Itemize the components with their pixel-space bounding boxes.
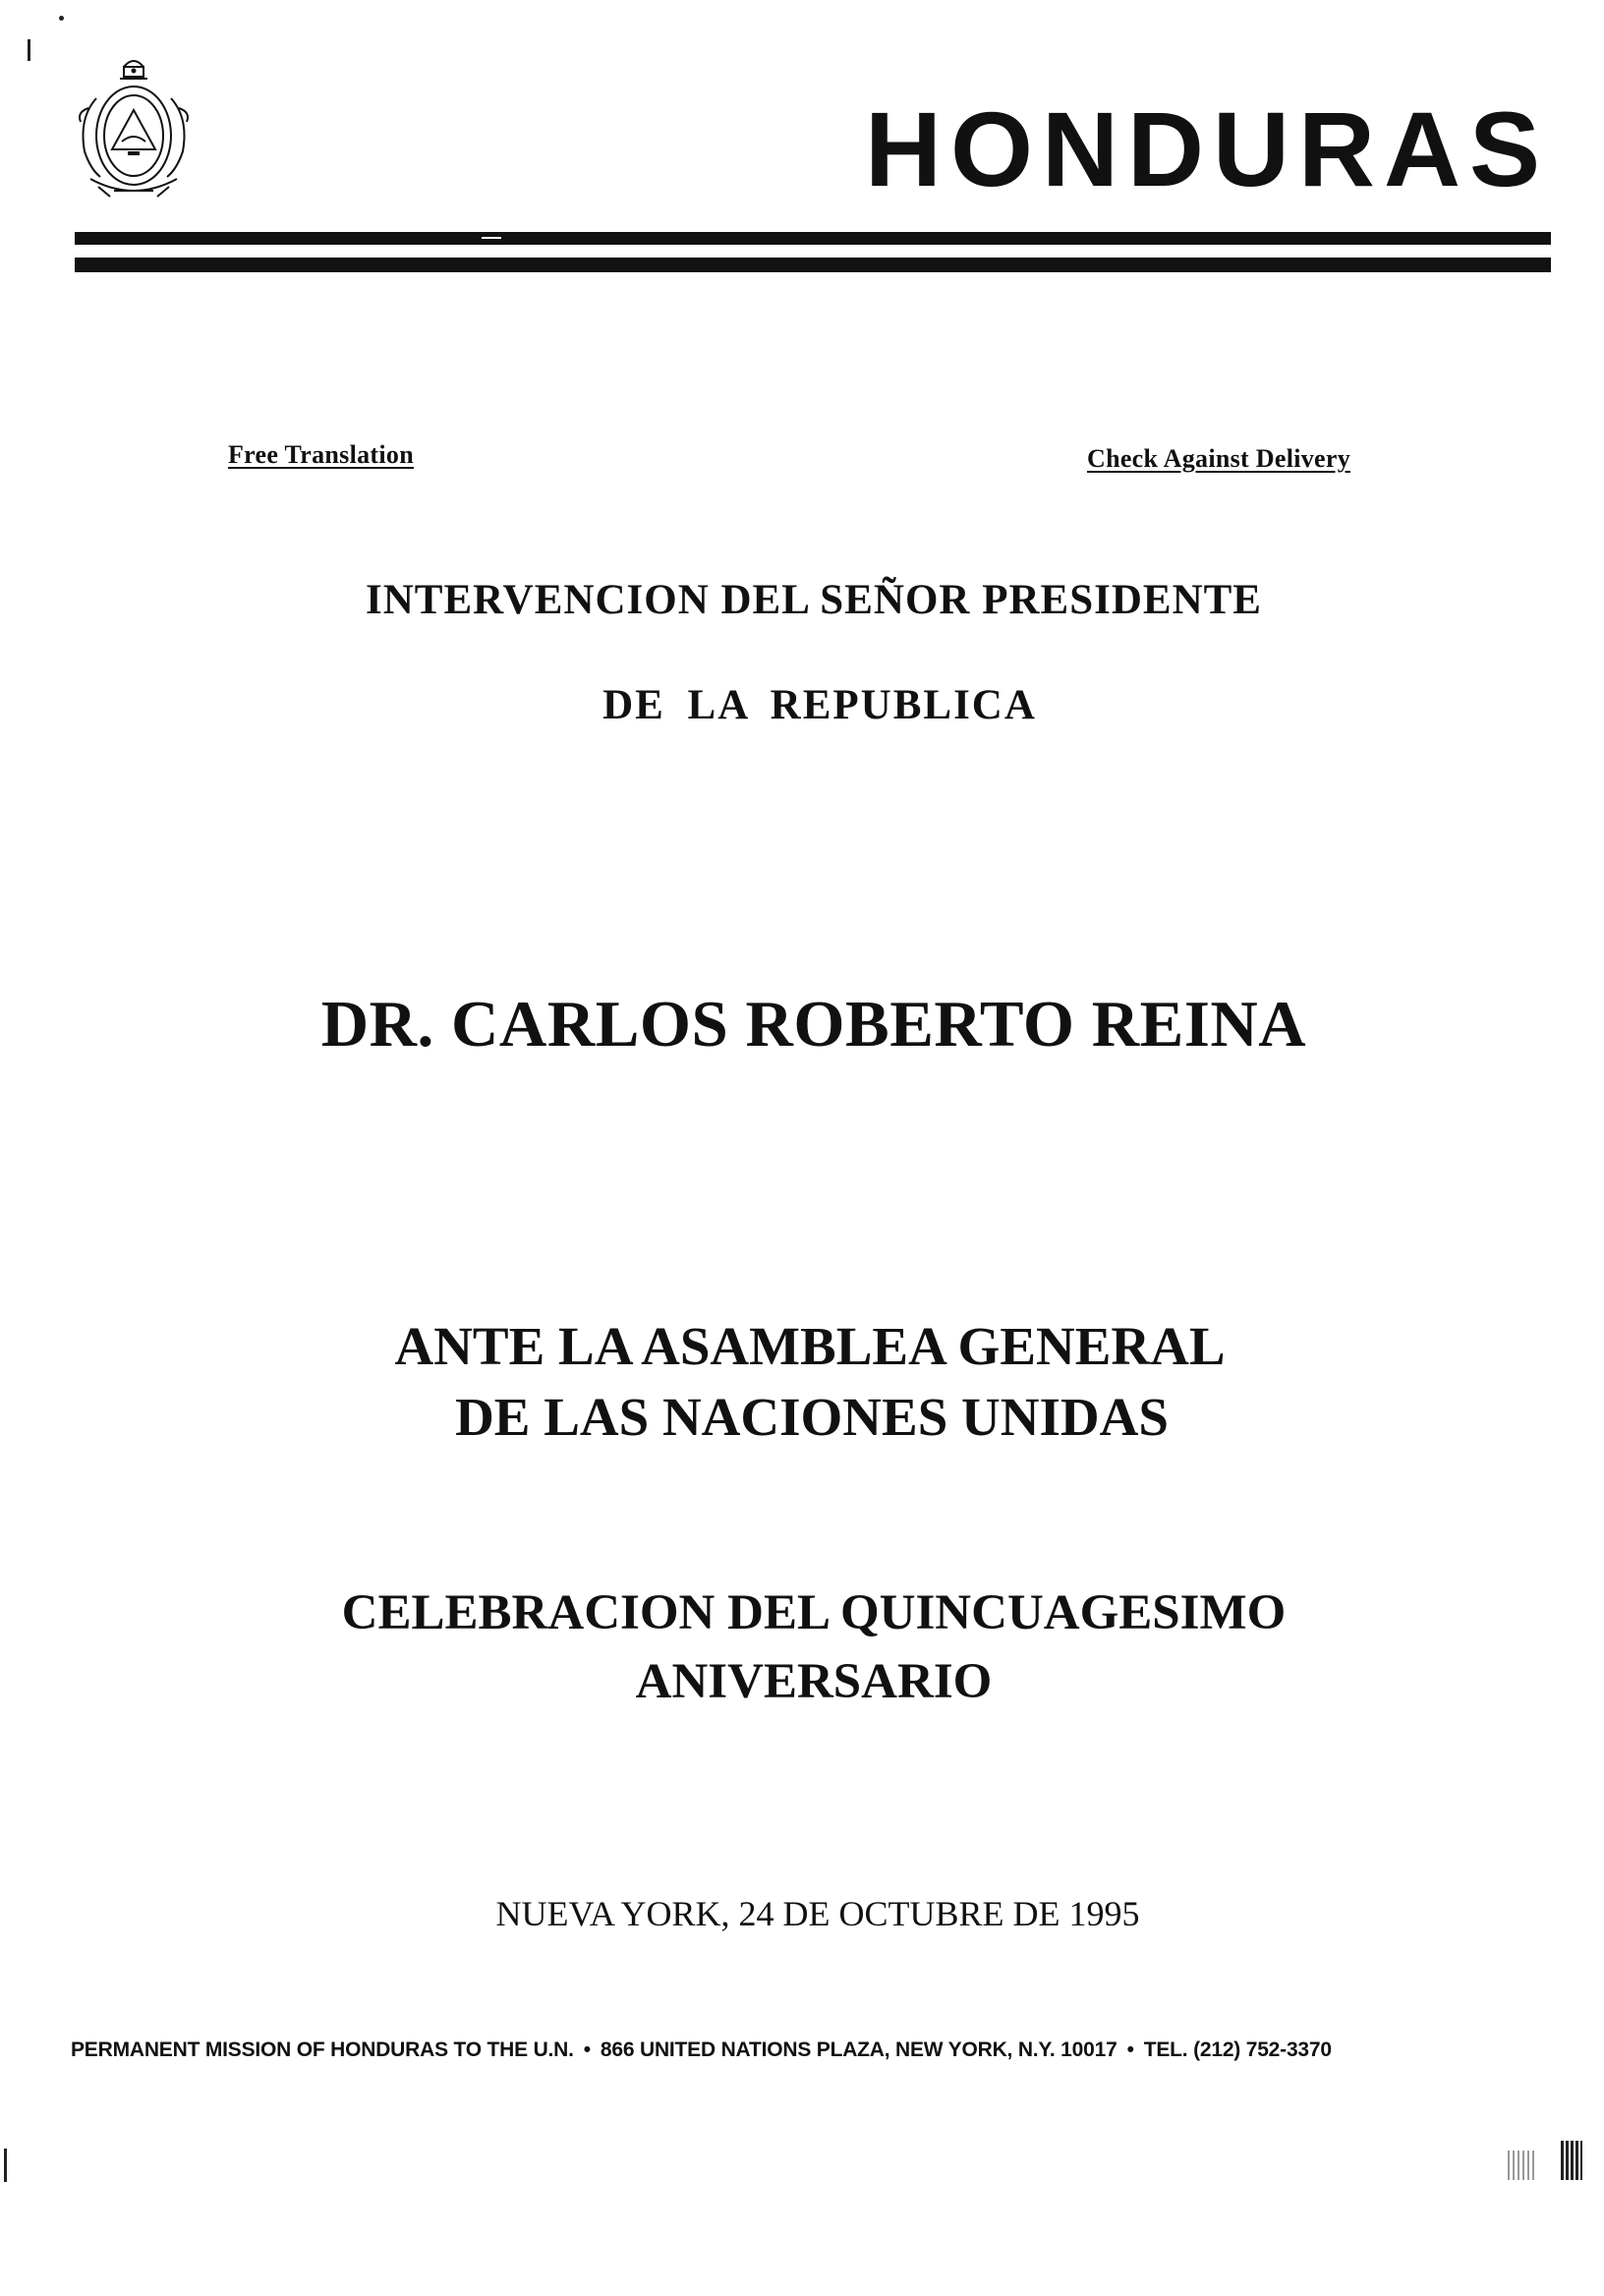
header-rule-bottom: [75, 258, 1551, 272]
occasion-line-1: CELEBRACION DEL QUINCUAGESIMO: [341, 1585, 1287, 1640]
occasion-line-2: ANIVERSARIO: [635, 1654, 993, 1709]
heading-line-1: INTERVENCION DEL SEÑOR PRESIDENTE: [365, 577, 1262, 623]
footer-phone: TEL. (212) 752-3370: [1143, 2038, 1332, 2061]
mission-footer: [71, 2038, 1332, 2062]
free-translation-note: Free Translation: [228, 440, 414, 469]
country-title: HONDURAS: [864, 89, 1549, 208]
heading-line-2: DE LA REPUBLICA: [602, 682, 1037, 728]
scan-mark-bottom-right-2: [1508, 2151, 1537, 2180]
place-and-date: NUEVA YORK, 24 DE OCTUBRE DE 1995: [495, 1894, 1140, 1933]
venue-line-1: ANTE LA ASAMBLEA GENERAL: [394, 1316, 1226, 1376]
speaker-name: DR. CARLOS ROBERTO REINA: [320, 988, 1307, 1061]
coat-of-arms-icon: [71, 49, 197, 204]
footer-mission: PERMANENT MISSION OF HONDURAS TO THE U.N.: [71, 2038, 574, 2061]
footer-separator-2: •: [1126, 2038, 1134, 2061]
footer-address: 866 UNITED NATIONS PLAZA, NEW YORK, N.Y. 10017: [600, 2038, 1117, 2061]
scan-mark-bottom-right: [1561, 2141, 1582, 2180]
rule-mark: [482, 237, 501, 239]
header-rule-top: [75, 232, 1551, 245]
scan-mark-bottom-left: [4, 2149, 7, 2182]
scan-mark-top-left-dot: [59, 16, 64, 21]
footer-separator-1: •: [583, 2038, 591, 2061]
check-against-delivery-note: Check Against Delivery: [1087, 444, 1351, 473]
venue-line-2: DE LAS NACIONES UNIDAS: [455, 1387, 1169, 1447]
scan-mark-top-left: [28, 39, 30, 61]
